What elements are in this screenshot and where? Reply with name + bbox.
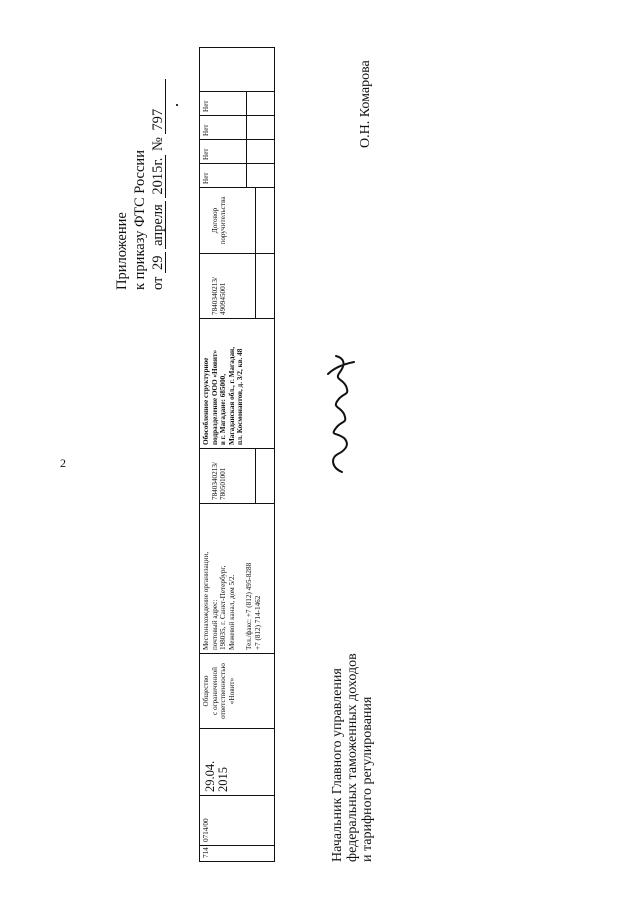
cell-code: 0714/00: [200, 795, 274, 845]
stray-dot: [176, 104, 178, 106]
handwritten-signature: [314, 350, 364, 475]
cell-flag-a: Нет: [200, 164, 247, 187]
annex-date-line: [149, 79, 167, 290]
annex-header: [113, 79, 167, 290]
cell-branch: Обособленное структурное подразделение ООО «Новит» в г. Магадане: 685000, Магаданская обл., г. Магадан, пл. Космонавтов, д. 3/2, кв. 48: [200, 318, 274, 448]
cell-branch-inn-kpp: 7840340213/ 490945001: [209, 254, 256, 318]
cell-address: Местонахождение организации, почтовый адрес: 198035, г. Санкт-Петербург, Межевой канал, дом 5/2. Тел./факс: +7 (812) 495-8288 +7 (812) 714-1462: [200, 503, 274, 653]
annex-title: Приложение: [114, 212, 130, 290]
cell-flag-b: Нет: [200, 140, 247, 163]
cell-basis: Договор поручительства: [209, 188, 256, 253]
signatory-position: Начальник Главного управления федеральных таможенных доходов и тарифного регулирования: [330, 653, 375, 862]
annex-year: 2015г.: [151, 155, 166, 198]
cell-flag-d: Нет: [200, 92, 247, 115]
cell-index: 714: [200, 845, 274, 861]
cell-empty: [200, 46, 274, 91]
page-number: 2: [60, 456, 66, 470]
registry-table: [199, 47, 275, 862]
annex-order-ref: к приказу ФТС России: [132, 150, 148, 290]
cell-inn-kpp: 7840340213/ 780501001: [209, 449, 256, 503]
annex-day: 29: [151, 252, 166, 273]
signatory-name: О.Н. Комарова: [358, 60, 373, 148]
cell-organization: Общество с ограниченной ответственностью «Новит»: [200, 653, 274, 728]
annex-month: апреля: [151, 201, 166, 249]
annex-date-prefix: от: [150, 276, 166, 290]
annex-number: 797: [151, 79, 166, 134]
cell-flag-c: Нет: [200, 116, 247, 139]
cell-date: 29.04. 2015: [200, 728, 274, 795]
annex-number-label: №: [150, 137, 166, 152]
